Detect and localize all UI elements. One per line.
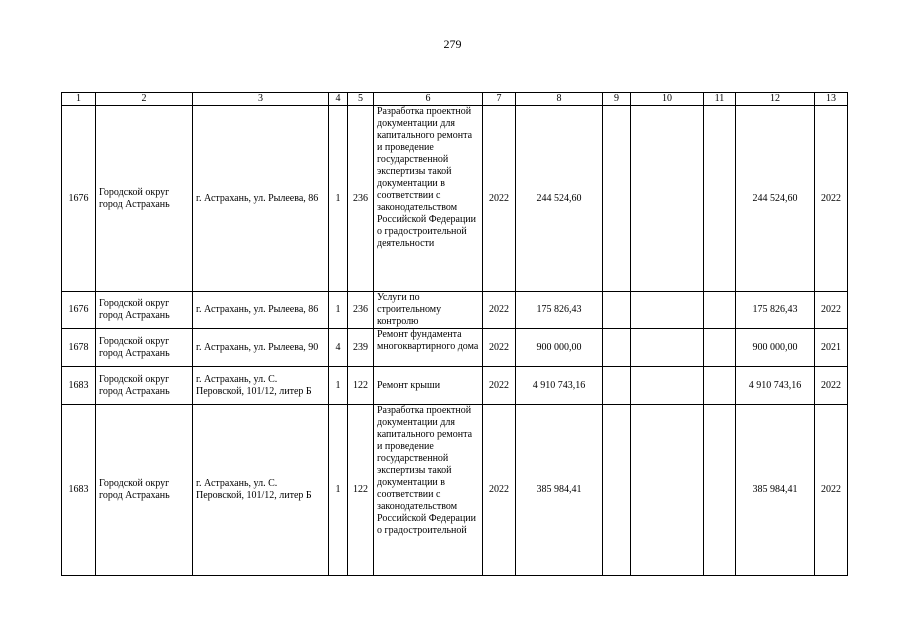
- cell-col9: [603, 405, 631, 576]
- municipality: Городской округ город Астрахань: [96, 367, 193, 405]
- column-header: 4: [329, 93, 348, 106]
- cost: 244 524,60: [516, 106, 603, 292]
- funding: 4 910 743,16: [736, 367, 815, 405]
- cell-col10: [631, 329, 704, 367]
- cell-col4: 1: [329, 292, 348, 329]
- column-header: 13: [815, 93, 848, 106]
- column-header: 1: [62, 93, 96, 106]
- cell-col10: [631, 405, 704, 576]
- header-row: [62, 93, 848, 106]
- row-number: 1683: [62, 367, 96, 405]
- work-type: [374, 405, 483, 576]
- cell-col11: [704, 106, 736, 292]
- column-header: 11: [704, 93, 736, 106]
- cell-col11: [704, 329, 736, 367]
- cost: 175 826,43: [516, 292, 603, 329]
- table-row: [62, 292, 848, 329]
- data-table: [61, 92, 848, 576]
- table-row: [62, 405, 848, 576]
- column-header: 6: [374, 93, 483, 106]
- column-header: 2: [96, 93, 193, 106]
- address: г. Астрахань, ул. Рылеева, 90: [193, 329, 329, 367]
- cost: 4 910 743,16: [516, 367, 603, 405]
- completion-year: 2022: [815, 405, 848, 576]
- row-number: 1676: [62, 292, 96, 329]
- funding: 385 984,41: [736, 405, 815, 576]
- completion-year: 2022: [815, 367, 848, 405]
- column-header: 8: [516, 93, 603, 106]
- year: 2022: [483, 367, 516, 405]
- cell-col5: 236: [348, 292, 374, 329]
- table-row: [62, 329, 848, 367]
- cell-col10: [631, 106, 704, 292]
- address: г. Астрахань, ул. С. Перовской, 101/12, литер Б: [193, 405, 329, 576]
- cost: 385 984,41: [516, 405, 603, 576]
- funding: 244 524,60: [736, 106, 815, 292]
- cell-col11: [704, 367, 736, 405]
- funding: 900 000,00: [736, 329, 815, 367]
- work-type-text: Разработка проектной документации для капитального ремонта и проведение государственной экспертизы такой документации в соответствии с законодательством Российской Федерации о градостроительной: [377, 405, 477, 536]
- municipality: Городской округ город Астрахань: [96, 405, 193, 576]
- cell-col4: 4: [329, 329, 348, 367]
- completion-year: 2022: [815, 292, 848, 329]
- work-type: Услуги по строительному контролю: [374, 292, 483, 329]
- cell-col5: 122: [348, 405, 374, 576]
- column-header: 7: [483, 93, 516, 106]
- year: 2022: [483, 292, 516, 329]
- address: г. Астрахань, ул. С. Перовской, 101/12, литер Б: [193, 367, 329, 405]
- row-number: 1676: [62, 106, 96, 292]
- cell-col9: [603, 367, 631, 405]
- completion-year: 2021: [815, 329, 848, 367]
- completion-year: 2022: [815, 106, 848, 292]
- cell-col4: 1: [329, 106, 348, 292]
- work-type: Ремонт крыши: [374, 367, 483, 405]
- cell-col9: [603, 106, 631, 292]
- municipality: Городской округ город Астрахань: [96, 106, 193, 292]
- address: г. Астрахань, ул. Рылеева, 86: [193, 106, 329, 292]
- cell-col9: [603, 292, 631, 329]
- column-header: 12: [736, 93, 815, 106]
- cell-col9: [603, 329, 631, 367]
- municipality: Городской округ город Астрахань: [96, 329, 193, 367]
- cell-col11: [704, 292, 736, 329]
- cell-col5: 122: [348, 367, 374, 405]
- cell-col11: [704, 405, 736, 576]
- column-header: 5: [348, 93, 374, 106]
- page-number: 279: [443, 37, 462, 51]
- column-header: 3: [193, 93, 329, 106]
- year: 2022: [483, 405, 516, 576]
- cell-col10: [631, 367, 704, 405]
- cell-col5: 239: [348, 329, 374, 367]
- table-row: [62, 367, 848, 405]
- table-row: [62, 106, 848, 292]
- row-number: 1678: [62, 329, 96, 367]
- cell-col4: 1: [329, 405, 348, 576]
- year: 2022: [483, 329, 516, 367]
- column-header: 9: [603, 93, 631, 106]
- column-header: 10: [631, 93, 704, 106]
- work-type: Ремонт фундамента многоквартирного дома: [374, 329, 483, 367]
- cell-col5: 236: [348, 106, 374, 292]
- funding: 175 826,43: [736, 292, 815, 329]
- year: 2022: [483, 106, 516, 292]
- address: г. Астрахань, ул. Рылеева, 86: [193, 292, 329, 329]
- municipality: Городской округ город Астрахань: [96, 292, 193, 329]
- cell-col10: [631, 292, 704, 329]
- work-type: Разработка проектной документации для капитального ремонта и проведение государственной экспертизы такой документации в соответствии с законодательством Российской Федерации о градостроительной деятельности: [374, 106, 483, 292]
- cell-col4: 1: [329, 367, 348, 405]
- cost: 900 000,00: [516, 329, 603, 367]
- row-number: 1683: [62, 405, 96, 576]
